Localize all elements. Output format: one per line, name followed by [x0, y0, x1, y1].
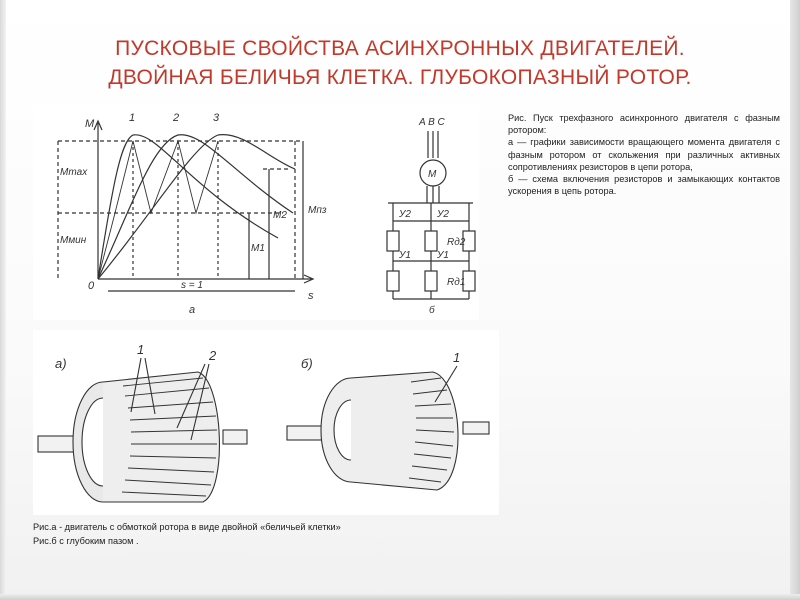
y-axis-label: M — [85, 118, 95, 130]
caption-line-2: Рис.б с глубоким пазом . — [33, 536, 139, 546]
m2-label: M2 — [273, 210, 287, 221]
torque-curve-1 — [98, 135, 278, 279]
circuit-panel-label: б — [429, 305, 435, 316]
resistor-mid-2 — [425, 231, 437, 251]
shaft-a-right — [223, 430, 247, 444]
start-staircase — [98, 141, 218, 279]
description-line-2: а — графики зависимости вращающего момента двигателя с фазным ротором от скольжения при различных активных сопротивлениях резисторов в цепи ротора, — [508, 137, 780, 172]
panel-a-label: а) — [55, 356, 67, 371]
callout-1-a: 1 — [137, 342, 145, 357]
u1-left-label: У1 — [399, 250, 411, 261]
torque-curve-2 — [98, 135, 293, 279]
torque-curve-3 — [98, 135, 295, 279]
slide-frame-bottom — [0, 594, 800, 600]
resistor-left-2 — [387, 231, 399, 251]
rotor-figure — [33, 330, 499, 515]
curve-label-1: 1 — [129, 112, 136, 124]
m1-label: M1 — [251, 243, 265, 254]
s1-label: s = 1 — [181, 280, 203, 291]
torque-slip-drawing — [33, 103, 479, 320]
caption-line-1: Рис.а - двигатель с обмоткой ротора в виде двойной «беличьей клетки» — [33, 522, 341, 532]
rotor-drawing — [33, 330, 499, 515]
callout-2-a: 2 — [209, 348, 217, 363]
slide-frame-right — [790, 0, 800, 600]
mmax-label: Mmax — [60, 167, 88, 178]
curve-label-3: 3 — [213, 112, 220, 124]
description-line-3: б — схема включения резисторов и замыкающих контактов ускорения в цепь ротора. — [508, 174, 780, 197]
origin-label: 0 — [88, 280, 95, 292]
x-axis-label: s — [308, 290, 314, 302]
slide-frame-left — [0, 0, 6, 600]
figure-description — [508, 112, 780, 197]
u2-left-label: У2 — [399, 209, 411, 220]
title-line-1: ПУСКОВЫЕ СВОЙСТВА АСИНХРОННЫХ ДВИГАТЕЛЕЙ. — [115, 37, 685, 60]
rd2-label: Rд2 — [447, 237, 466, 248]
u2-right-label: У2 — [437, 209, 449, 220]
u1-right-label: У1 — [437, 250, 449, 261]
mpz-label: Mпз — [308, 205, 327, 216]
torque-slip-figure — [33, 103, 479, 320]
motor-label: M — [428, 169, 437, 180]
title-line-2: ДВОЙНАЯ БЕЛИЧЬЯ КЛЕТКА. ГЛУБОКОПАЗНЫЙ РОТОР. — [108, 66, 692, 89]
rd1-label: Rд1 — [447, 277, 466, 288]
slide-title — [60, 34, 740, 92]
rotor-caption — [33, 520, 473, 548]
curve-label-2: 2 — [173, 112, 180, 124]
shaft-b-right — [463, 422, 489, 434]
description-line-1: Рис. Пуск трехфазного асинхронного двигателя с фазным ротором: — [508, 113, 780, 136]
graph-panel-label: а — [189, 304, 196, 316]
callout-1-b: 1 — [453, 350, 461, 365]
phases-label: A B C — [419, 117, 445, 128]
mmin-label: Mмин — [60, 235, 87, 246]
resistor-left-1 — [387, 271, 399, 291]
resistor-mid-1 — [425, 271, 437, 291]
panel-b-label: б) — [301, 356, 313, 371]
